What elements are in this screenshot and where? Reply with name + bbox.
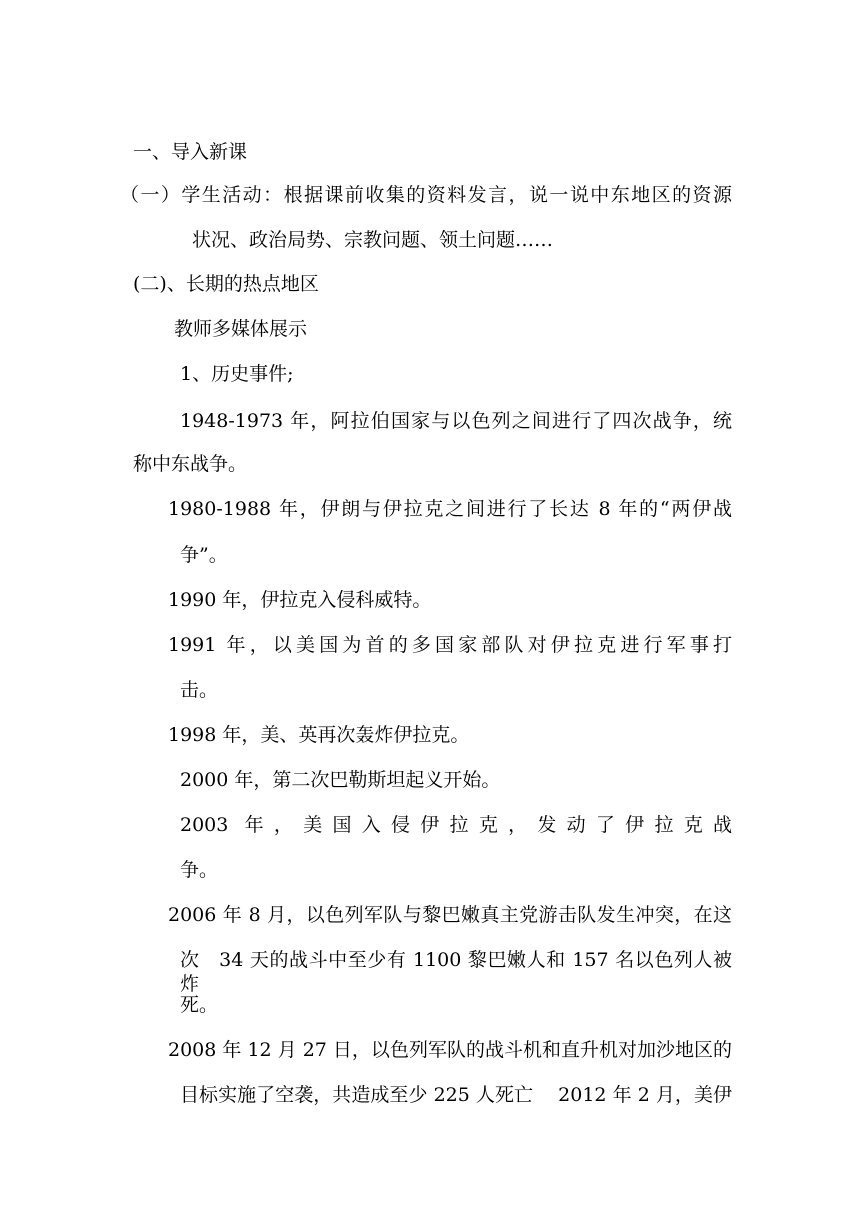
- event-line: 死。: [180, 994, 219, 1016]
- teacher-media-text: 教师多媒体展示: [174, 318, 308, 340]
- event-line: 1998 年，美、英再次轰炸伊拉克。: [168, 724, 470, 746]
- event-line: 称中东战争。: [133, 453, 248, 475]
- event-line: 1991 年，以美国为首的多国家部队对伊拉克进行军事打: [168, 634, 732, 656]
- event-line: 1948-1973 年，阿拉伯国家与以色列之间进行了四次战争，统: [180, 410, 732, 432]
- event-line: 2006 年 8 月，以色列军队与黎巴嫩真主党游击队发生冲突，在这: [168, 904, 732, 926]
- event-line: 1980-1988 年，伊朗与伊拉克之间进行了长达 8 年的“两伊战: [168, 498, 732, 520]
- activity-line-1: （一）学生活动：根据课前收集的资料发言，说一说中东地区的资源: [120, 184, 732, 206]
- event-line: 2000 年，第二次巴勒斯坦起义开始。: [180, 769, 501, 791]
- event-line: 争。: [180, 859, 219, 881]
- event-line: 次 34 天的战斗中至少有 1100 黎巴嫩人和 157 名以色列人被炸: [180, 949, 732, 995]
- section1-heading: 一、导入新课: [133, 141, 248, 163]
- event-line: 目标实施了空袭，共造成至少 225 人死亡 2012 年 2 月，美伊: [180, 1084, 732, 1106]
- event-line: 2003 年，美国入侵伊拉克，发动了伊拉克战: [180, 814, 732, 836]
- section2-heading: (二)、长期的热点地区: [133, 273, 319, 295]
- activity-line-2: 状况、政治局势、宗教问题、领土问题……: [192, 229, 554, 251]
- event-line: 2008 年 12 月 27 日，以色列军队的战斗机和直升机对加沙地区的: [168, 1039, 732, 1061]
- event-line: 争”。: [180, 544, 228, 566]
- event-line: 击。: [180, 679, 219, 701]
- event-line: 1990 年，伊拉克入侵科威特。: [168, 589, 432, 611]
- history-heading: 1、历史事件;: [180, 363, 294, 385]
